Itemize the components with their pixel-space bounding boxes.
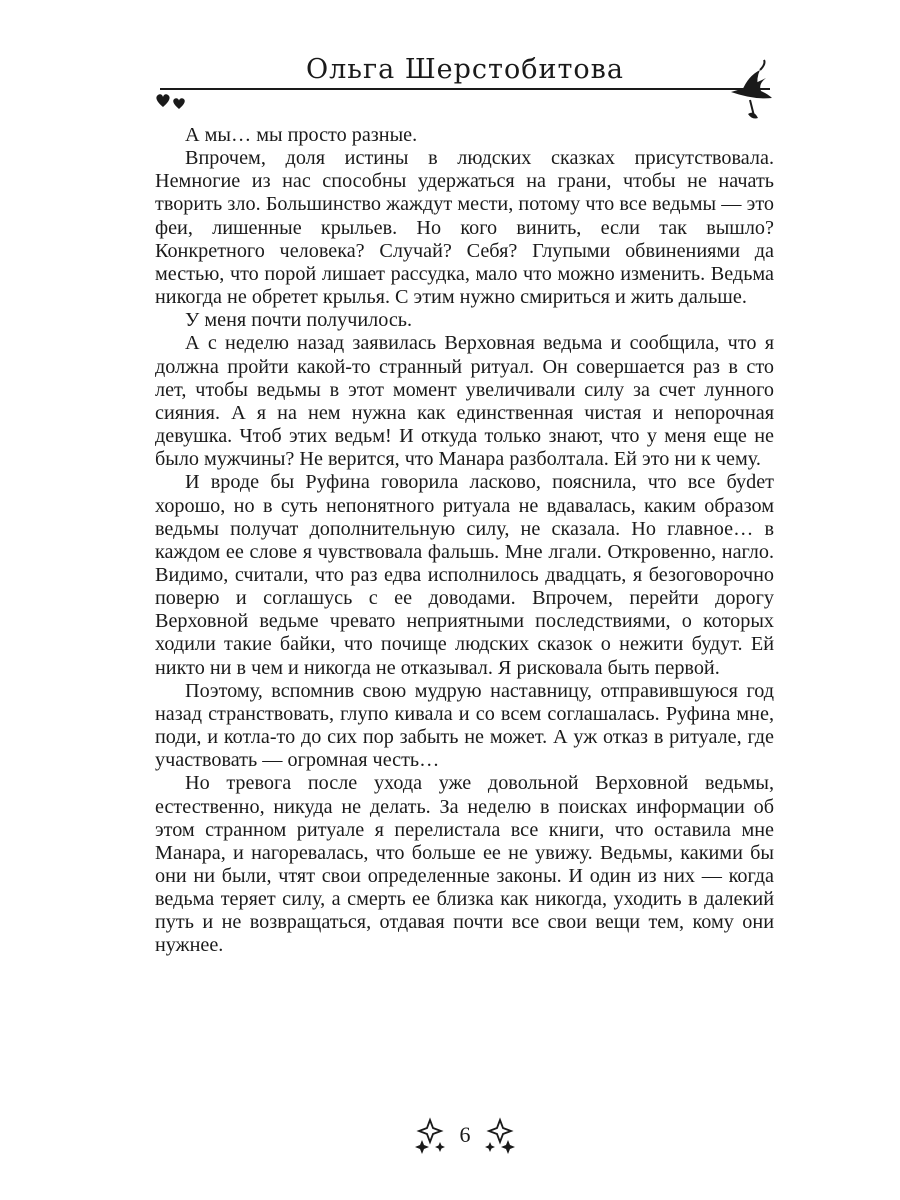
paragraph: А с неделю назад заявилась Верховная ведьма и сообщила, что я должна пройти какой-то странный ритуал. Он совершается раз в сто лет, чтобы ведьмы в этот момент увеличивали силу за счет лунного сияния. А я на нем нужна как единственная чистая и непорочная девушка. Чтоб этих ведьм! И откуда только знают, что у меня еще не было мужчины? Не верится, что Манара разболтала. Ей это ни к чему. bbox=[155, 332, 774, 471]
page-number: 6 bbox=[459, 1122, 471, 1147]
paragraph: Но тревога после ухода уже довольной Верховной ведьмы, естественно, никуда не делать. За неделю в поисках информации об этом странном ритуале я перелистала все книги, что оставила мне Манара, и нагоревалась, что больше ее не увижу. Ведьмы, какими бы они ни были, чтят свои определенные законы. И один из них — когда ведьма теряет силу, а смерть ее близка как никогда, уходить в далекий путь и не возвращаться, отдавая почти все свои вещи тем, кому они нужнее. bbox=[155, 772, 774, 957]
header-rule bbox=[160, 88, 770, 90]
paragraph: Поэтому, вспомнив свою мудрую наставницу, отправившуюся год назад странствовать, глупо кивала и со всем соглашалась. Руфина мне, поди, и котла-то до сих пор забыть не может. А уж отказ в ритуале, где участвовать — огромная честь… bbox=[155, 679, 774, 772]
witch-hat-icon bbox=[728, 58, 774, 120]
running-header bbox=[150, 40, 780, 120]
paragraph: У меня почти получилось. bbox=[185, 309, 413, 332]
hearts-icon bbox=[154, 90, 190, 110]
page-footer bbox=[400, 1112, 530, 1162]
sparkle-icon bbox=[482, 1116, 518, 1156]
paragraph: Впрочем, доля истины в людских сказках присутствовала. Немногие из нас способны удержаться на грани, чтобы не начать творить зло. Большинство жаждут мести, потому что все ведьмы — это феи, лишенные крыльев. Но кого винить, если так вышло? Конкретного человека? Случай? Себя? Глупыми обвинениями да местью, что порой лишает рассудка, мало что можно изменить. Ведьма никогда не обретет крылья. С этим нужно смириться и жить дальше. bbox=[155, 147, 774, 309]
paragraph: И вроде бы Руфина говорила ласково, пояснила, что все буdет хорошо, но в суть непонятного ритуала не вдавалась, каким образом ведьмы получат дополнительную силу, не сказала. Но главное… в каждом ее слове я чувствовала фальшь. Мне лгали. Откровенно, нагло. Видимо, считали, что раз едва исполнилось двадцать, я безоговорочно поверю и соглашусь с ее доводами. Впрочем, перейти дорогу Верховной ведьме чревато неприятными последствиями, о которых ходили такие байки, что почище людских сказок о нежити будут. Ей никто ни в чем и никогда не отказывал. Я рисковала быть первой. bbox=[155, 471, 774, 679]
paragraph: А мы… мы просто разные. bbox=[185, 124, 418, 146]
author-name: Ольга Шерстобитова bbox=[306, 54, 624, 85]
chapter-body bbox=[155, 124, 774, 958]
